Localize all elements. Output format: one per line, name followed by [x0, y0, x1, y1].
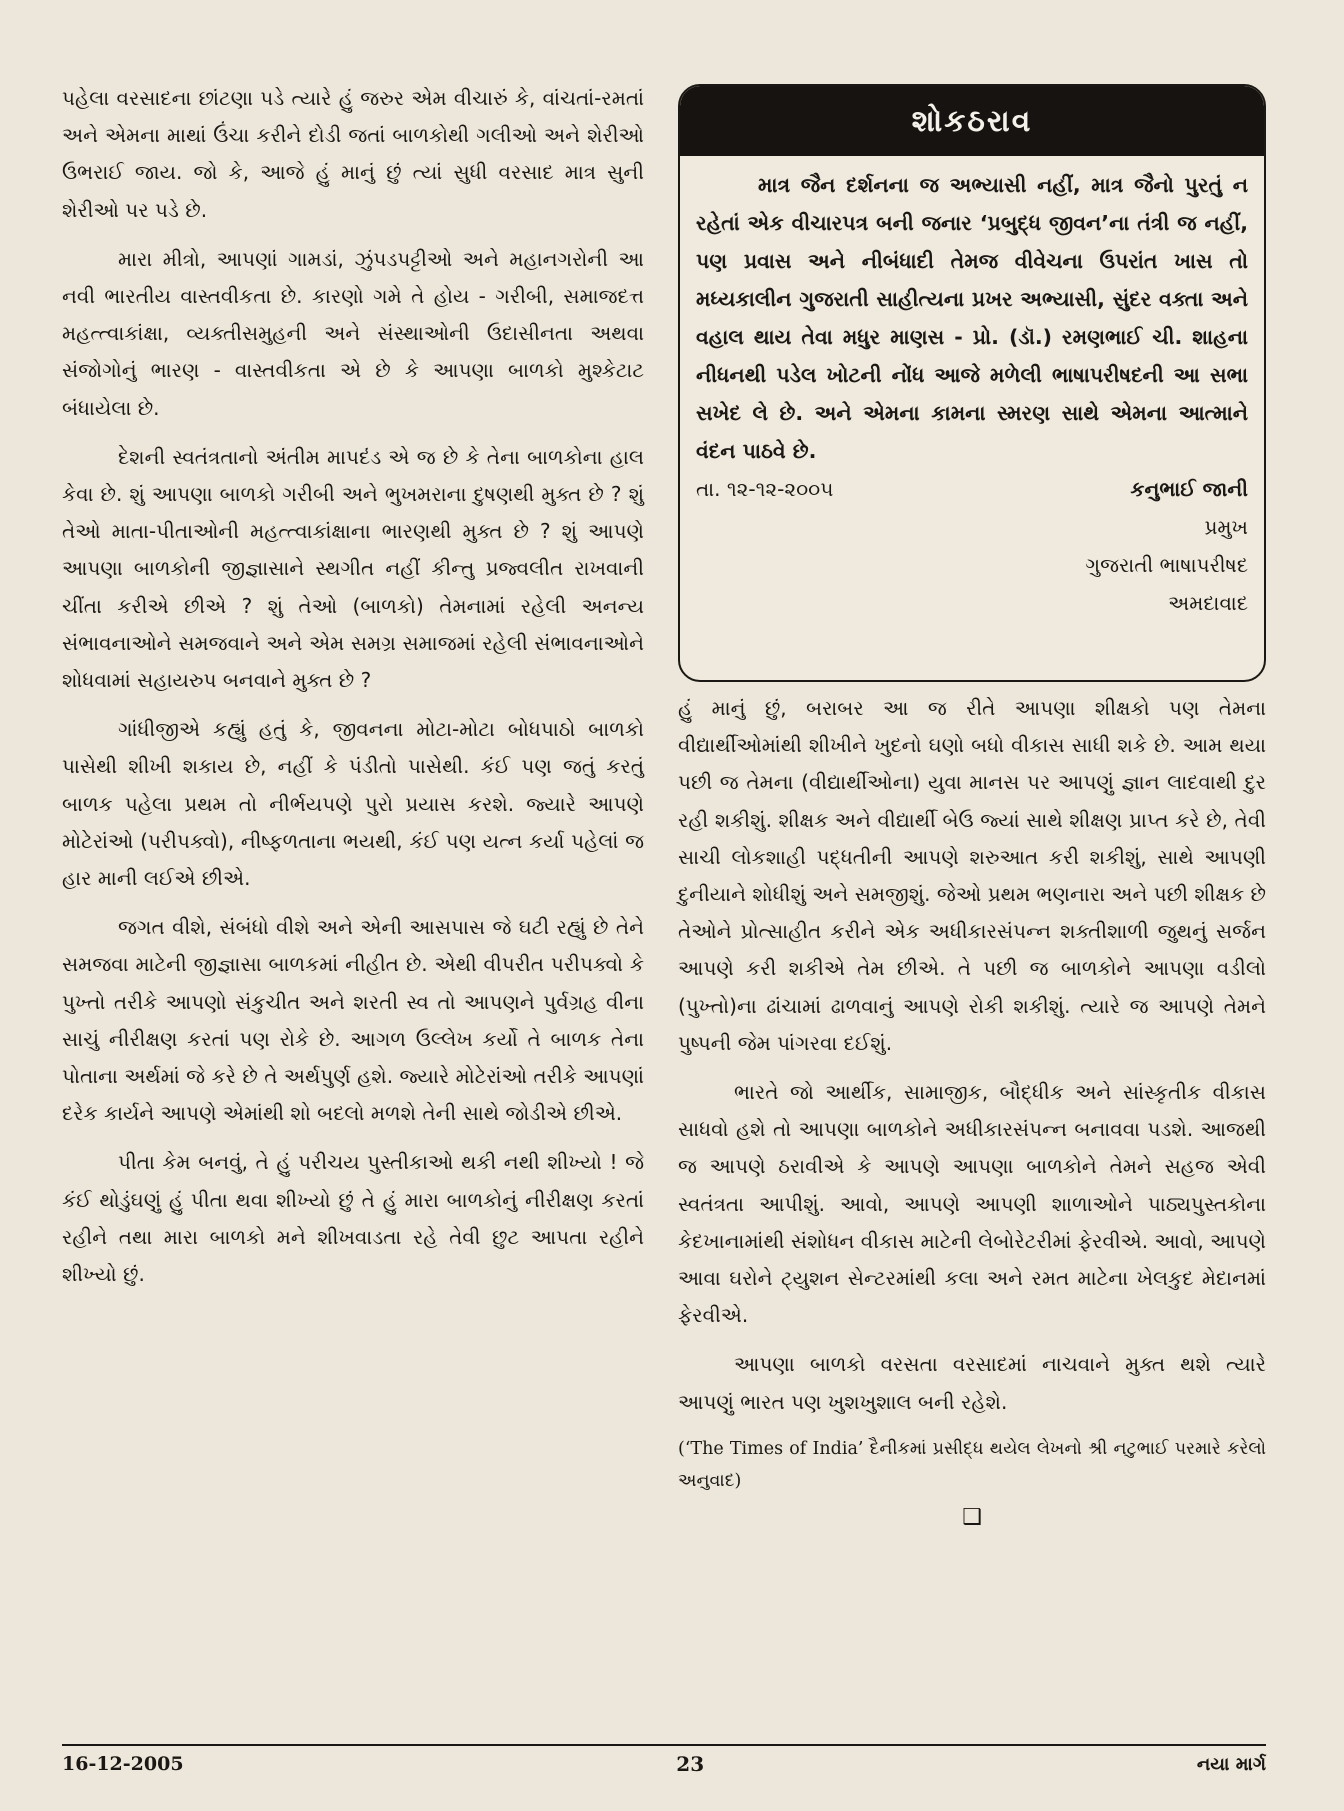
paragraph: પહેલા વરસાદના છાંટણા પડે ત્યારે હું જરુર એમ વીચારું કે, વાંચતાં-રમતાં અને એમના માથાં ઉંચા કરીને દોડી જતાં બાળકોથી ગલીઓ અને શેરીઓ ઉભરાઈ જાય. જો કે, આજે હું માનું છું ત્યાં સુધી વરસાદ માત્ર સુની શેરીઓ પર પડે છે.	[62, 86, 644, 222]
paragraph: હું માનું છું, બરાબર આ જ રીતે આપણા શીક્ષકો પણ તેમના વીદ્યાર્થીઓમાંથી શીખીને ખુદનો ઘણો બધો વીકાસ સાધી શકે છે. આમ થયા પછી જ તેમના (વીદ્યાર્થીઓના) યુવા માનસ પર આપણું જ્ઞાન લાદવાથી દુર રહી શકીશું. શીક્ષક અને વીદ્યાર્થી બેઉ જ્યાં સાથે શીક્ષણ પ્રાપ્ત કરે છે, તેવી સાચી લોકશાહી પદ્ધતીની આપણે શરુઆત કરી શકીશું, સાથે આપણી દુનીયાને શોધીશું અને સમજીશું. જેઓ પ્રથમ ભણનારા અને પછી શીક્ષક છે તેઓને પ્રોત્સાહીત કરીને એક અધીકારસંપન્ન શક્તીશાળી જુથનું સર્જન આપણે કરી શકીએ તેમ છીએ. તે પછી જ બાળકોને આપણા વડીલો (પુખ્તો)ના ઢાંચામાં ઢાળવાનું આપણે રોકી શકીશું. ત્યારે જ આપણે તેમને પુષ્પની જેમ પાંગરવા દઈશું.	[678, 696, 1266, 1055]
condolence-title: શોકઠરાવ	[680, 86, 1264, 156]
end-of-article-icon: ❑	[962, 1504, 982, 1530]
signatory-name: કનુભાઈ જાની	[1130, 477, 1248, 501]
paragraph: ગાંધીજીએ કહ્યું હતું કે, જીવનના મોટા-મોટા બોધપાઠો બાળકો પાસેથી શીખી શકાય છે, નહીં કે પંડીતો પાસેથી. કંઈ પણ જતું કરતું બાળક પહેલા પ્રથમ તો નીર્ભયપણે પુરો પ્રયાસ કરશે. જ્યારે આપણે મોટેરાંઓ (પરીપક્વો), નીષ્ફળતાના ભયથી, કંઈ પણ યત્ન કર્યા પહેલાં જ હાર માની લઈએ છીએ.	[62, 717, 644, 891]
signatory-city: અમદાવાદ	[1168, 591, 1248, 615]
footer-divider	[62, 1744, 1266, 1746]
paragraph: આપણા બાળકો વરસતા વરસાદમાં નાચવાને મુક્ત થશે ત્યારે આપણું ભારત પણ ખુશખુશાલ બની રહેશે.	[678, 1352, 1266, 1414]
paragraph: પીતા કેમ બનવું, તે હું પરીચય પુસ્તીકાઓ થકી નથી શીખ્યો ! જે કંઈ થોડુંઘણું હું પીતા થવા શીખ્યો છું તે હું મારા બાળકોનું નીરીક્ષણ કરતાં રહીને તથા મારા બાળકો મને શીખવાડતા રહે તેવી છુટ આપતા રહીને શીખ્યો છું.	[62, 1150, 644, 1287]
magazine-name: નયા માર્ગ	[1196, 1753, 1266, 1775]
page-footer	[62, 1752, 1266, 1776]
paragraph: દેશની સ્વતંત્રતાનો અંતીમ માપદંડ એ જ છે કે તેના બાળકોના હાલ કેવા છે. શું આપણા બાળકો ગરીબી અને ભુખમરાના દુષણથી મુક્ત છે ? શું તેઓ માતા-પીતાઓની મહત્ત્વાકાંક્ષાના ભારણથી મુક્ત છે ? શું આપણે આપણા બાળકોની જીજ્ઞાસાને સ્થગીત નહીં કીન્તુ પ્રજ્વલીત રાખવાની ચીંતા કરીએ છીએ ? શું તેઓ (બાળકો) તેમનામાં રહેલી અનન્ય સંભાવનાઓને સમજવાને અને એમ સમગ્ર સમાજમાં રહેલી સંભાવનાઓને શોધવામાં સહાયરુપ બનવાને મુક્ત છે ?	[62, 444, 644, 693]
condolence-box	[678, 84, 1266, 682]
paragraph: ભારતે જો આર્થીક, સામાજીક, બૌદ્ધીક અને સાંસ્કૃતીક વીકાસ સાધવો હશે તો આપણા બાળકોને અધીકારસંપન્ન બનાવવા પડશે. આજથી જ આપણે ઠરાવીએ કે આપણે આપણા બાળકોને તેમને સહજ એવી સ્વતંત્રતા આપીશું. આવો, આપણે આપણી શાળાઓને પાઠ્યપુસ્તકોના કેદખાનામાંથી સંશોધન વીકાસ માટેની લેબોરેટરીમાં ફેરવીએ. આવો, આપણે આવા ઘરોને ટ્યુશન સેન્ટરમાંથી કલા અને રમત માટેના ખેલકુદ મેદાનમાં ફેરવીએ.	[678, 1080, 1266, 1328]
right-column	[678, 690, 1266, 1533]
signatory-organization: ગુજરાતી ભાષાપરીષદ	[1085, 553, 1248, 577]
translation-note: (‘The Times of India’ દૈનીકમાં પ્રસીદ્ધ થયેલ લેખનો શ્રી નટુભાઈ પરમારે કરેલો અનુવાદ)	[678, 1438, 1266, 1491]
condolence-text: માત્ર જૈન દર્શનના જ અભ્યાસી નહીં, માત્ર જૈનો પુરતું ન રહેતાં એક વીચારપત્ર બની જનાર ‘પ્રબુદ્ધ જીવન’ના તંત્રી જ નહીં, પણ પ્રવાસ અને નીબંધાદી તેમજ વીવેચના ઉપરાંત ખાસ તો મધ્યકાલીન ગુજરાતી સાહીત્યના પ્રખર અભ્યાસી, સુંદર વક્તા અને વહાલ થાય તેવા મધુર માણસ - પ્રો. (ડૉ.) રમણભાઈ ચી. શાહના નીધનથી પડેલ ખોટની નોંધ આજે મળેલી ભાષાપરીષદની આ સભા સખેદ લે છે. અને એમના કામના સ્મરણ સાથે એમના આત્માને વંદન પાઠવે છે.	[696, 173, 1248, 463]
resolution-date: તા. ૧૨-૧૨-૨૦૦૫	[696, 477, 834, 501]
left-column	[62, 80, 644, 1305]
page-number: 23	[676, 1752, 705, 1776]
paragraph: મારા મીત્રો, આપણાં ગામડાં, ઝુંપડપટ્ટીઓ અને મહાનગરોની આ નવી ભારતીય વાસ્તવીકતા છે. કારણો ગમે તે હોય - ગરીબી, સમાજદત્ત મહત્ત્વાકાંક્ષા, વ્યક્તીસમુહની અને સંસ્થાઓની ઉદાસીનતા અથવા સંજોગોનું ભારણ - વાસ્તવીકતા એ છે કે આપણા બાળકો મુશ્કેટાટ બંધાયેલા છે.	[62, 246, 644, 420]
paragraph: જગત વીશે, સંબંધો વીશે અને એની આસપાસ જે ઘટી રહ્યું છે તેને સમજવા માટેની જીજ્ઞાસા બાળકમાં નીહીત છે. એથી વીપરીત પરીપક્વો કે પુખ્તો તરીકે આપણો સંકુચીત અને શરતી સ્વ તો આપણને પુર્વગ્રહ વીના સાચું નીરીક્ષણ કરતાં પણ રોકે છે. આગળ ઉલ્લેખ કર્યો તે બાળક તેના પોતાના અર્થમાં જે કરે છે તે અર્થપુર્ણ હશે. જ્યારે મોટેરાંઓ તરીકે આપણાં દરેક કાર્યને આપણે એમાંથી શો બદલો મળશે તેની સાથે જોડીએ છીએ.	[62, 915, 644, 1126]
issue-date: 16-12-2005	[62, 1753, 184, 1775]
signatory-designation: પ્રમુખ	[1204, 515, 1248, 539]
condolence-signature-row	[680, 470, 1264, 508]
